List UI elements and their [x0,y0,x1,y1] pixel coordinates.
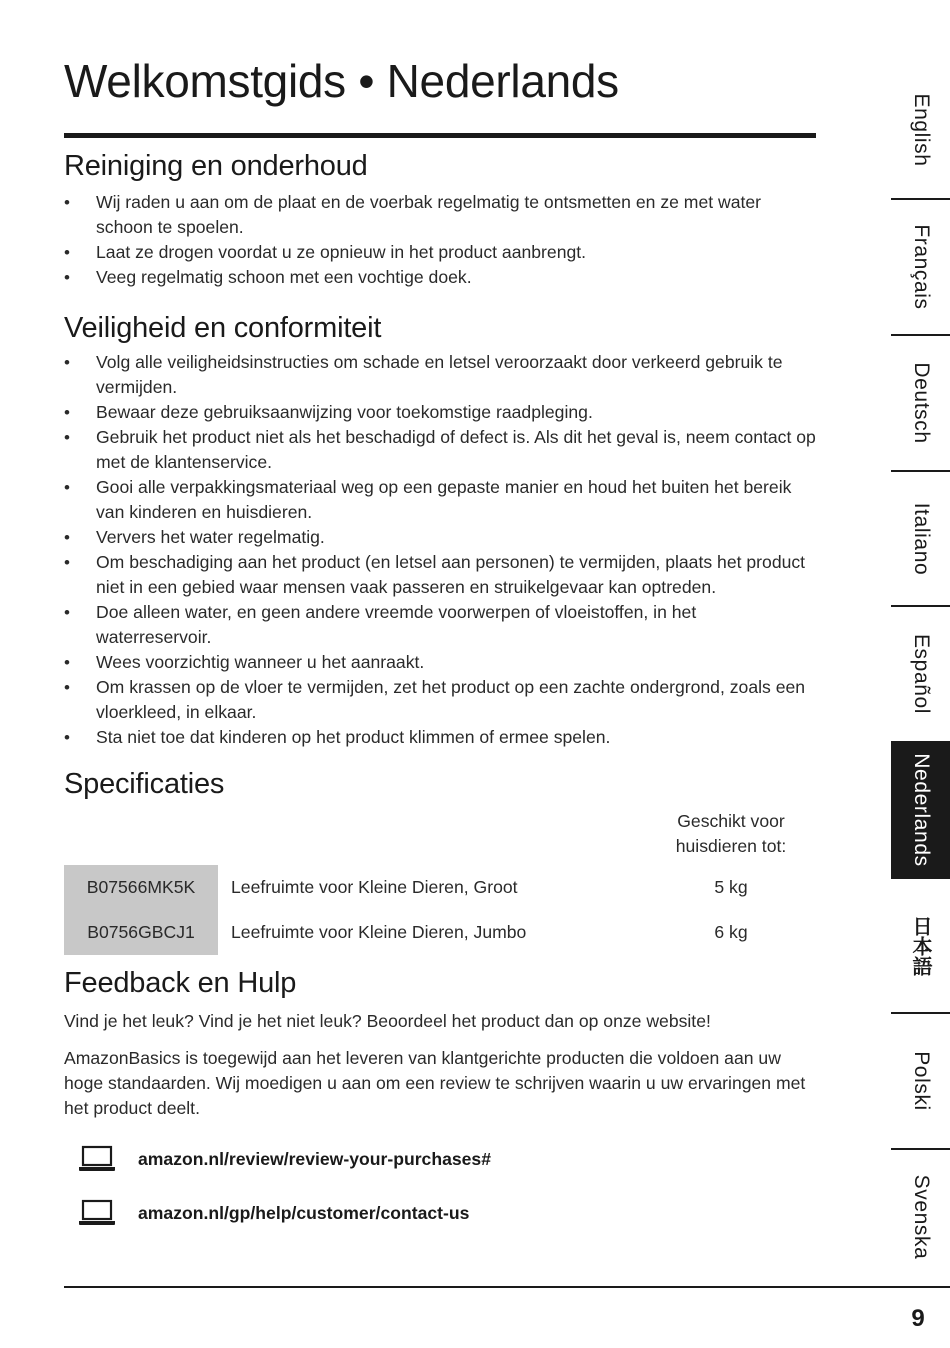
review-link-row[interactable] [64,1145,816,1199]
asin-cell: B0756GBCJ1 [64,910,218,955]
capacity-cell: 6 kg [714,922,748,942]
feedback-section [64,967,816,1253]
spec-table [64,809,816,955]
asin-cell: B07566MK5K [64,865,218,910]
capacity-header-line2: huisdieren tot: [675,836,787,856]
lang-tab-label: Polski [909,1051,933,1111]
safety-section [64,312,816,750]
list-item: • Om beschadiging aan het product (en letsel aan personen) te vermijden, plaats het product niet in een gebied waar mensen vaak passeren en struikelgevaar kan optreden. [64,550,816,600]
list-item: • Om krassen op de vloer te vermijden, zet het product op een zachte ondergrond, zoals een vloerkleed, in elkaar. [64,675,816,725]
contact-link-row[interactable] [64,1199,816,1253]
list-item: • Laat ze drogen voordat u ze opnieuw in het product aanbrengt. [64,240,816,265]
table-row [64,865,816,910]
title-rule [64,133,816,138]
feedback-heading: Feedback en Hulp [64,967,297,999]
asin-header [64,809,218,865]
lang-tab-italiano[interactable] [891,472,950,605]
list-item: • Gebruik het product niet als het beschadigd of defect is. Als dit het geval is, neem contact op met de klantenservice. [64,425,816,475]
lang-tab-espanol[interactable] [891,607,950,741]
feedback-paragraph: Vind je het leuk? Vind je het niet leuk? Beoordeel het product dan op onze website! [64,1011,711,1031]
lang-tab-label: 日本語 [909,915,931,976]
lang-tab-label: Nederlands [909,753,933,867]
table-row [64,910,816,955]
lang-tab-label: Deutsch [909,362,933,444]
list-item: • Ververs het water regelmatig. [64,525,816,550]
list-item: • Gooi alle verpakkingsmateriaal weg op een gepaste manier en houd het buiten het bereik van kinderen en huisdieren. [64,475,816,525]
capacity-cell: 5 kg [714,877,748,897]
name-header [218,809,646,865]
product-name-cell: Leefruimte voor Kleine Dieren, Jumbo [231,922,527,942]
list-item: • Wij raden u aan om de plaat en de voerbak regelmatig te ontsmetten en ze met water schoon te spoelen. [64,190,816,240]
feedback-paragraph: AmazonBasics is toegewijd aan het leveren van klantgerichte producten die voldoen aan uw hoge standaarden. Wij moedigen u aan om een review te schrijven waarin u uw ervaringen met het product deelt. [64,1048,806,1118]
lang-tab-label: Svenska [909,1174,933,1260]
lang-tab-japanese[interactable] [891,879,950,1012]
specs-heading: Specificaties [64,768,225,800]
review-link[interactable]: amazon.nl/review/review-your-purchases# [138,1149,491,1169]
lang-tab-label: English [909,93,933,167]
cleaning-list [64,190,816,290]
product-name-cell: Leefruimte voor Kleine Dieren, Groot [231,877,518,897]
laptop-icon [78,1199,116,1227]
lang-tab-nederlands[interactable] [891,741,950,879]
footer-rule [64,1286,950,1288]
list-item: • Veeg regelmatig schoon met een vochtige doek. [64,265,816,290]
cleaning-heading: Reiniging en onderhoud [64,150,368,182]
safety-list [64,350,816,750]
lang-tab-english[interactable] [891,62,950,198]
lang-tab-label: Español [909,633,933,715]
list-item: • Wees voorzichtig wanneer u het aanraakt. [64,650,816,675]
capacity-header [646,809,816,865]
safety-heading: Veiligheid en conformiteit [64,312,382,344]
lang-tab-francais[interactable] [891,200,950,334]
lang-tab-label: Français [909,224,933,310]
lang-tab-label: Italiano [909,502,933,575]
page-number: 9 [911,1305,925,1332]
content-area [64,150,816,1253]
contact-link[interactable]: amazon.nl/gp/help/customer/contact-us [138,1203,470,1223]
cleaning-section [64,150,816,290]
lang-tab-deutsch[interactable] [891,336,950,470]
specs-section [64,768,816,955]
lang-tab-svenska[interactable] [891,1150,950,1284]
page-title: Welkomstgids • Nederlands [64,55,619,107]
laptop-icon [78,1145,116,1173]
capacity-header-line1: Geschikt voor [677,811,785,831]
lang-tab-polski[interactable] [891,1014,950,1148]
table-header-row [64,809,816,865]
list-item: • Doe alleen water, en geen andere vreemde voorwerpen of vloeistoffen, in het waterreservoir. [64,600,816,650]
list-item: • Volg alle veiligheidsinstructies om schade en letsel veroorzaakt door verkeerd gebruik te vermijden. [64,350,816,400]
list-item: • Sta niet toe dat kinderen op het product klimmen of ermee spelen. [64,725,816,750]
list-item: • Bewaar deze gebruiksaanwijzing voor toekomstige raadpleging. [64,400,816,425]
